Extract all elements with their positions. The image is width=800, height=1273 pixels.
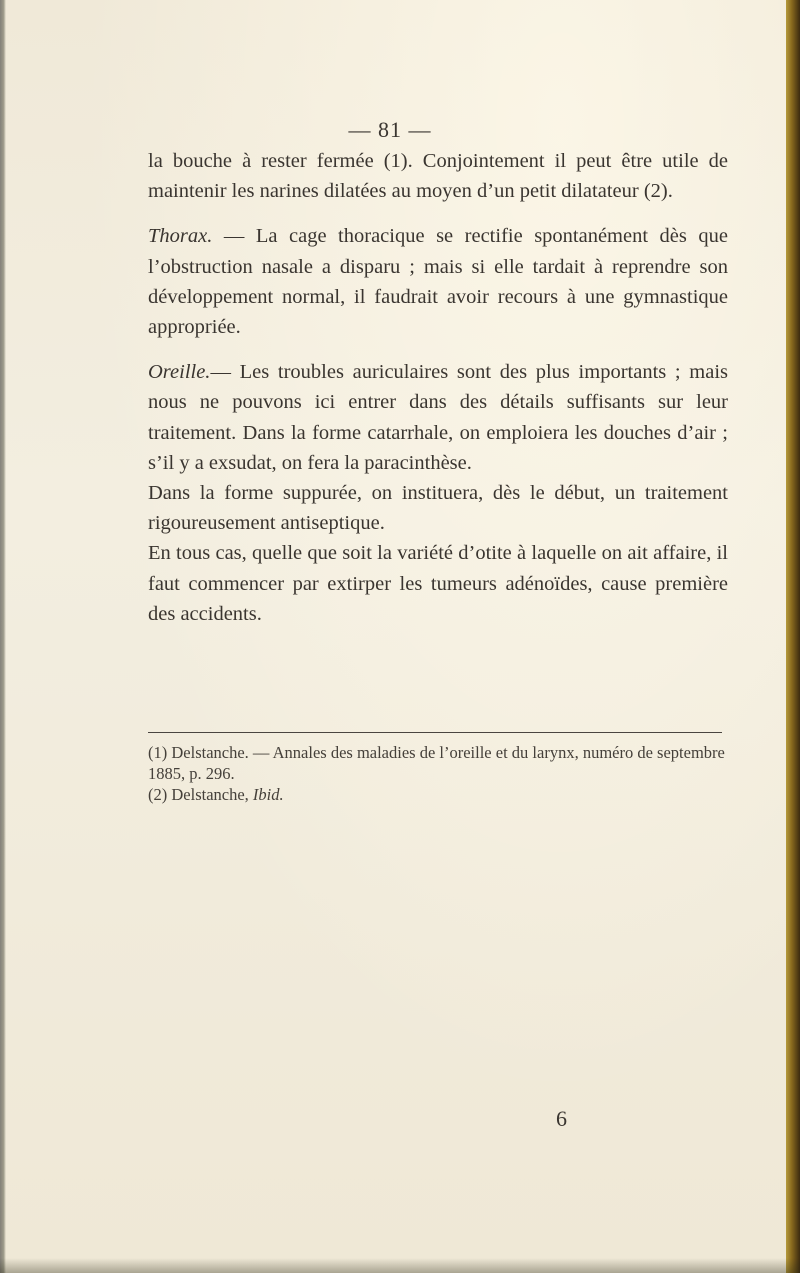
paragraph-1: la bouche à rester fermée (1). Conjointement il peut être utile de maintenir les narines dilatées au moyen d’un petit dilatateur (2). [148, 150, 728, 203]
footnote-2 [148, 784, 728, 805]
footnote-2-ibid: Ibid. [252, 785, 284, 804]
paragraph-thorax-text: — La cage thoracique se rectifie spontanément dès que l’obstruction nasale a disparu ; mais si elle tardait à reprendre son développement normal, il faudrait avoir recours à une gymnastique appropriée. [148, 225, 728, 339]
footnote-divider [148, 732, 722, 733]
paragraph-oreille-text: — Les troubles auriculaires sont des plus importants ; mais nous ne pouvons ici entrer dans des détails suffisants sur leur traitement. Dans la forme catarrhale, on emploiera les douches d’air ; s’il y a exsudat, on fera la paracinthèse. [148, 361, 728, 474]
footnote-2-text: (2) Delstanche, [148, 785, 253, 804]
section-label-oreille: Oreille. [148, 361, 211, 384]
paragraph-suppuree: Dans la forme suppurée, on instituera, dès le début, un traitement rigoureusement antiseptique. [148, 482, 728, 535]
section-label-thorax: Thorax. [148, 225, 213, 248]
paragraph-oreille [148, 357, 728, 478]
signature-mark: 6 [556, 1106, 567, 1131]
book-edge [786, 0, 800, 1273]
footnote-1: (1) Delstanche. — Annales des maladies de l’oreille et du larynx, numéro de septembre 1885, p. 296. [148, 743, 725, 783]
page-number: — 81 — [348, 117, 432, 142]
paragraph-thorax [148, 221, 728, 342]
page-spine-shadow [0, 0, 6, 1273]
paragraph-conclusion: En tous cas, quelle que soit la variété d’otite à laquelle on ait affaire, il faut commencer par extirper les tumeurs adénoïdes, cause première des accidents. [148, 542, 728, 625]
body-text [148, 146, 728, 629]
footnotes [148, 742, 728, 805]
page-bottom-shadow [0, 1258, 800, 1273]
